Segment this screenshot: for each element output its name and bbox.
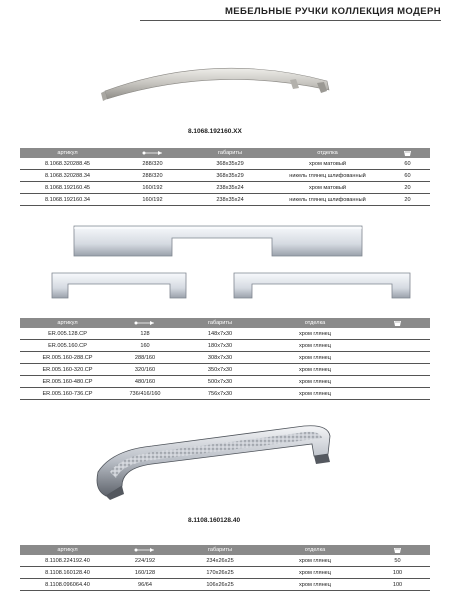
cell-dimensions: 350x7x30 (175, 364, 265, 376)
cell-article: 8.1068.320288.34 (20, 170, 115, 182)
header-dimensions: габариты (175, 318, 265, 328)
cell-article: ER.005.160.CP (20, 340, 115, 352)
table-row (20, 567, 430, 579)
short-flat-handle-image (50, 270, 188, 302)
cell-article: 8.1068.320288.45 (20, 158, 115, 170)
cell-article: ER.005.128.CP (20, 328, 115, 340)
table-header-row (20, 148, 430, 158)
header-dimensions: габариты (175, 545, 265, 555)
cell-quantity: 20 (385, 182, 430, 194)
cell-quantity: 60 (385, 158, 430, 170)
header-length (115, 148, 190, 158)
cell-dimensions: 368x35x29 (190, 170, 270, 182)
table-row (20, 340, 430, 352)
cell-article: ER.005.160-736.CP (20, 388, 115, 400)
cell-finish: хром глянец (265, 328, 365, 340)
cell-center-distance: 736/416/160 (115, 388, 175, 400)
header-dimensions: габариты (190, 148, 270, 158)
cell-article: 8.1108.096064.40 (20, 579, 115, 591)
header-finish: отделка (265, 545, 365, 555)
cell-center-distance: 160/192 (115, 194, 190, 206)
cell-quantity: 100 (365, 567, 430, 579)
header-quantity (365, 545, 430, 555)
section-1-caption: 8.1068.192160.XX (188, 128, 242, 135)
table-row (20, 194, 430, 206)
cell-finish: хром глянец (265, 579, 365, 591)
cell-quantity: 100 (365, 579, 430, 591)
arched-handle-image (95, 45, 335, 105)
table-row (20, 364, 430, 376)
header-quantity (385, 148, 430, 158)
cell-center-distance: 480/160 (115, 376, 175, 388)
table-header-row (20, 318, 430, 328)
table-row (20, 579, 430, 591)
table-row (20, 376, 430, 388)
cell-center-distance: 128 (115, 328, 175, 340)
cell-finish: хром матовый (270, 158, 385, 170)
double-arrow-icon (142, 150, 164, 156)
cell-dimensions: 148x7x30 (175, 328, 265, 340)
medium-flat-handle-image (232, 270, 412, 302)
double-arrow-icon (134, 320, 156, 326)
cell-article: ER.005.160-320.CP (20, 364, 115, 376)
cell-finish: хром глянец (265, 364, 365, 376)
double-arrow-icon (134, 547, 156, 553)
cell-center-distance: 288/320 (115, 158, 190, 170)
cell-center-distance: 320/160 (115, 364, 175, 376)
header-length (115, 545, 175, 555)
textured-bow-handle-image (92, 420, 342, 500)
cell-center-distance: 288/320 (115, 170, 190, 182)
cell-article: 8.1108.160128.40 (20, 567, 115, 579)
cell-dimensions: 180x7x30 (175, 340, 265, 352)
cell-finish: хром глянец (265, 555, 365, 567)
header-article: артикул (20, 545, 115, 555)
header-article: артикул (20, 148, 115, 158)
cell-finish: хром глянец (265, 352, 365, 364)
page-title: МЕБЕЛЬНЫЕ РУЧКИ КОЛЛЕКЦИЯ МОДЕРН (224, 6, 441, 17)
package-icon (393, 547, 402, 554)
table-row (20, 352, 430, 364)
package-icon (393, 320, 402, 327)
cell-finish: хром матовый (270, 182, 385, 194)
header-quantity (365, 318, 430, 328)
cell-quantity: 50 (365, 555, 430, 567)
cell-quantity (365, 328, 430, 340)
section-1-table (20, 148, 430, 206)
cell-quantity: 20 (385, 194, 430, 206)
table-row (20, 388, 430, 400)
package-icon (403, 150, 412, 157)
cell-dimensions: 238x35x24 (190, 182, 270, 194)
cell-center-distance: 288/160 (115, 352, 175, 364)
cell-dimensions: 500x7x30 (175, 376, 265, 388)
cell-dimensions: 106x26x25 (175, 579, 265, 591)
header-length (115, 318, 175, 328)
table-row (20, 158, 430, 170)
cell-finish: никель глянец шлифованный (270, 194, 385, 206)
header-article: артикул (20, 318, 115, 328)
cell-dimensions: 234x26x25 (175, 555, 265, 567)
cell-quantity (365, 376, 430, 388)
cell-quantity (365, 388, 430, 400)
table-row (20, 170, 430, 182)
cell-center-distance: 160/128 (115, 567, 175, 579)
cell-dimensions: 308x7x30 (175, 352, 265, 364)
title-divider (140, 20, 441, 21)
table-row (20, 555, 430, 567)
cell-quantity (365, 352, 430, 364)
cell-center-distance: 96/64 (115, 579, 175, 591)
table-row (20, 328, 430, 340)
section-3-caption: 8.1108.160128.40 (188, 517, 241, 524)
long-flat-handle-image (72, 222, 364, 260)
header-finish: отделка (265, 318, 365, 328)
cell-dimensions: 238x35x24 (190, 194, 270, 206)
cell-article: 8.1068.192160.34 (20, 194, 115, 206)
cell-finish: хром глянец (265, 567, 365, 579)
cell-dimensions: 756x7x30 (175, 388, 265, 400)
cell-article: ER.005.160-288.CP (20, 352, 115, 364)
section-2-table (20, 318, 430, 400)
cell-dimensions: 170x26x25 (175, 567, 265, 579)
table-row (20, 182, 430, 194)
cell-center-distance: 160/192 (115, 182, 190, 194)
cell-finish: хром глянец (265, 340, 365, 352)
cell-finish: никель глянец шлифованный (270, 170, 385, 182)
header-finish: отделка (270, 148, 385, 158)
cell-article: 8.1068.192160.45 (20, 182, 115, 194)
cell-quantity (365, 364, 430, 376)
cell-quantity: 60 (385, 170, 430, 182)
section-3-table (20, 545, 430, 591)
cell-article: ER.005.160-480.CP (20, 376, 115, 388)
cell-finish: хром глянец (265, 376, 365, 388)
table-header-row (20, 545, 430, 555)
cell-quantity (365, 340, 430, 352)
cell-article: 8.1108.224192.40 (20, 555, 115, 567)
cell-center-distance: 160 (115, 340, 175, 352)
cell-center-distance: 224/192 (115, 555, 175, 567)
cell-dimensions: 368x35x29 (190, 158, 270, 170)
cell-finish: хром глянец (265, 388, 365, 400)
